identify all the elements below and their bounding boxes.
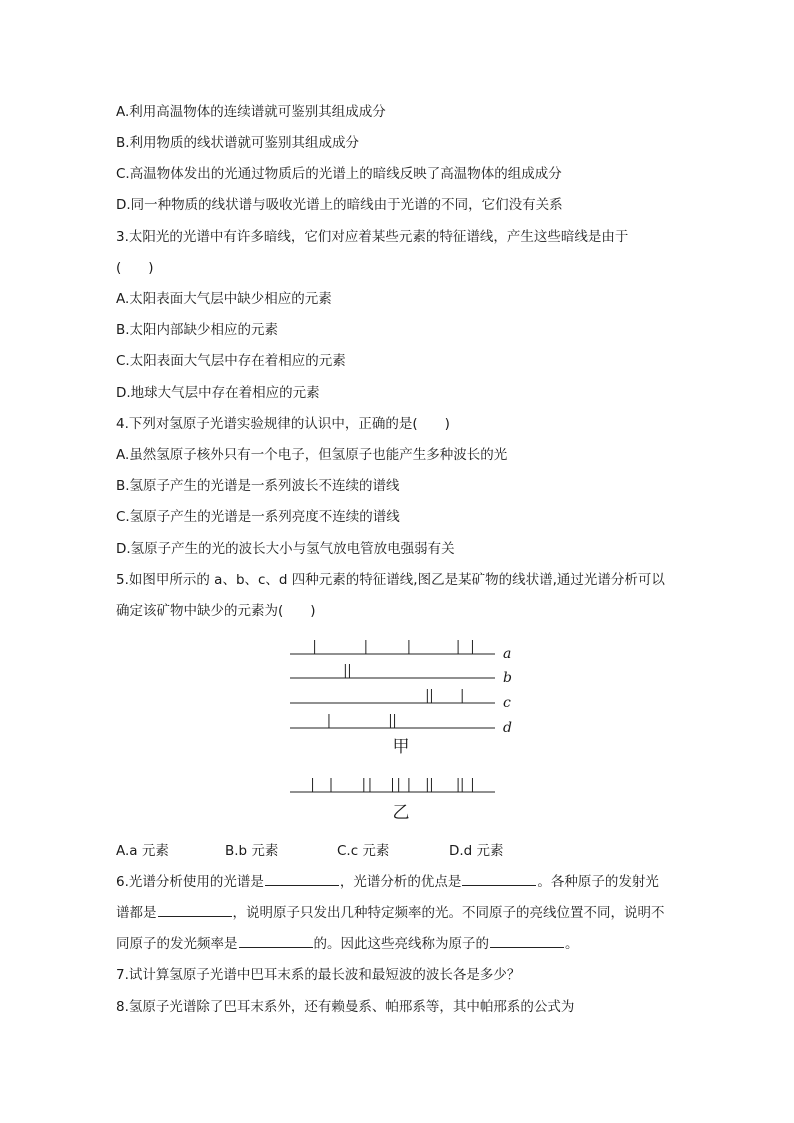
q5-stem-line2: 确定该矿物中缺少的元素为( ) (116, 603, 316, 619)
q5-option-d: D.d 元素 (449, 843, 504, 859)
spectrum-label-d: d (503, 720, 512, 736)
answer-blank-5[interactable] (490, 935, 564, 948)
q4-option-c: C.氢原子产生的光谱是一系列亮度不连续的谱线 (116, 509, 400, 525)
q6-line3 (116, 935, 579, 953)
q4-option-d: D.氢原子产生的光的波长大小与氢气放电管放电强弱有关 (116, 541, 455, 557)
q7-stem: 7.试计算氢原子光谱中巴耳末系的最长波和最短波的波长各是多少？ (116, 967, 521, 983)
answer-blank-2[interactable] (462, 873, 536, 886)
q2-option-c: C.高温物体发出的光通过物质后的光谱上的暗线反映了高温物体的组成成分 (116, 166, 562, 182)
q2-option-b: B.利用物质的线状谱就可鉴别其组成成分 (116, 135, 360, 151)
figure-caption-jia: 甲 (392, 737, 410, 757)
q2-option-d: D.同一种物质的线状谱与吸收光谱上的暗线由于光谱的不同，它们没有关系 (116, 197, 563, 213)
q3-option-a: A.太阳表面大气层中缺少相应的元素 (116, 291, 332, 307)
q6-text-1b: ，光谱分析的优点是 (339, 874, 462, 890)
q3-option-d: D.地球大气层中存在着相应的元素 (116, 385, 320, 401)
q6-text-3b: 的。因此这些亮线称为原子的 (313, 936, 489, 952)
q2-option-a: A.利用高温物体的连续谱就可鉴别其组成成分 (116, 104, 386, 120)
q5-option-b: B.b 元素 (225, 843, 279, 859)
q5-options (116, 842, 716, 860)
q6-text-2a: 谱都是 (116, 905, 157, 921)
q6-line1 (116, 873, 659, 891)
q8-stem: 8.氢原子光谱除了巴耳末系外，还有赖曼系、帕邢系等，其中帕邢系的公式为 (116, 999, 575, 1015)
q3-stem: 3.太阳光的光谱中有许多暗线，它们对应着某些元素的特征谱线，产生这些暗线是由于 (116, 229, 629, 245)
spectrum-label-c: c (503, 695, 511, 711)
answer-blank-1[interactable] (265, 873, 339, 886)
q5-option-a: A.a 元素 (116, 843, 169, 859)
spectra-figure (280, 630, 530, 830)
q6-line2 (116, 904, 665, 922)
answer-blank-4[interactable] (239, 935, 313, 948)
q6-text-2b: ，说明原子只发出几种特定频率的光。不同原子的亮线位置不同，说明不 (232, 905, 665, 921)
spectrum-label-b: b (503, 670, 512, 686)
q3-option-c: C.太阳表面大气层中存在着相应的元素 (116, 353, 346, 369)
q6-text-1a: 6.光谱分析使用的光谱是 (116, 874, 264, 890)
q3-answer-paren: ( ) (116, 260, 154, 276)
q6-text-1c: 。各种原子的发射光 (537, 874, 659, 890)
q4-option-a: A.虽然氢原子核外只有一个电子，但氢原子也能产生多种波长的光 (116, 447, 508, 463)
q6-text-3a: 同原子的发光频率是 (116, 936, 238, 952)
spectrum-label-a: a (503, 646, 512, 662)
q6-text-3c: 。 (565, 936, 579, 952)
q3-option-b: B.太阳内部缺少相应的元素 (116, 322, 279, 338)
q5-stem-line1: 5.如图甲所示的 a、b、c、d 四种元素的特征谱线,图乙是某矿物的线状谱,通过光谱分析可以 (116, 572, 665, 588)
q4-stem: 4.下列对氢原子光谱实验规律的认识中，正确的是( ) (116, 416, 450, 432)
q4-option-b: B.氢原子产生的光谱是一系列波长不连续的谱线 (116, 478, 400, 494)
answer-blank-3[interactable] (158, 904, 232, 917)
figure-caption-yi: 乙 (392, 803, 410, 823)
q5-option-c: C.c 元素 (337, 843, 390, 859)
